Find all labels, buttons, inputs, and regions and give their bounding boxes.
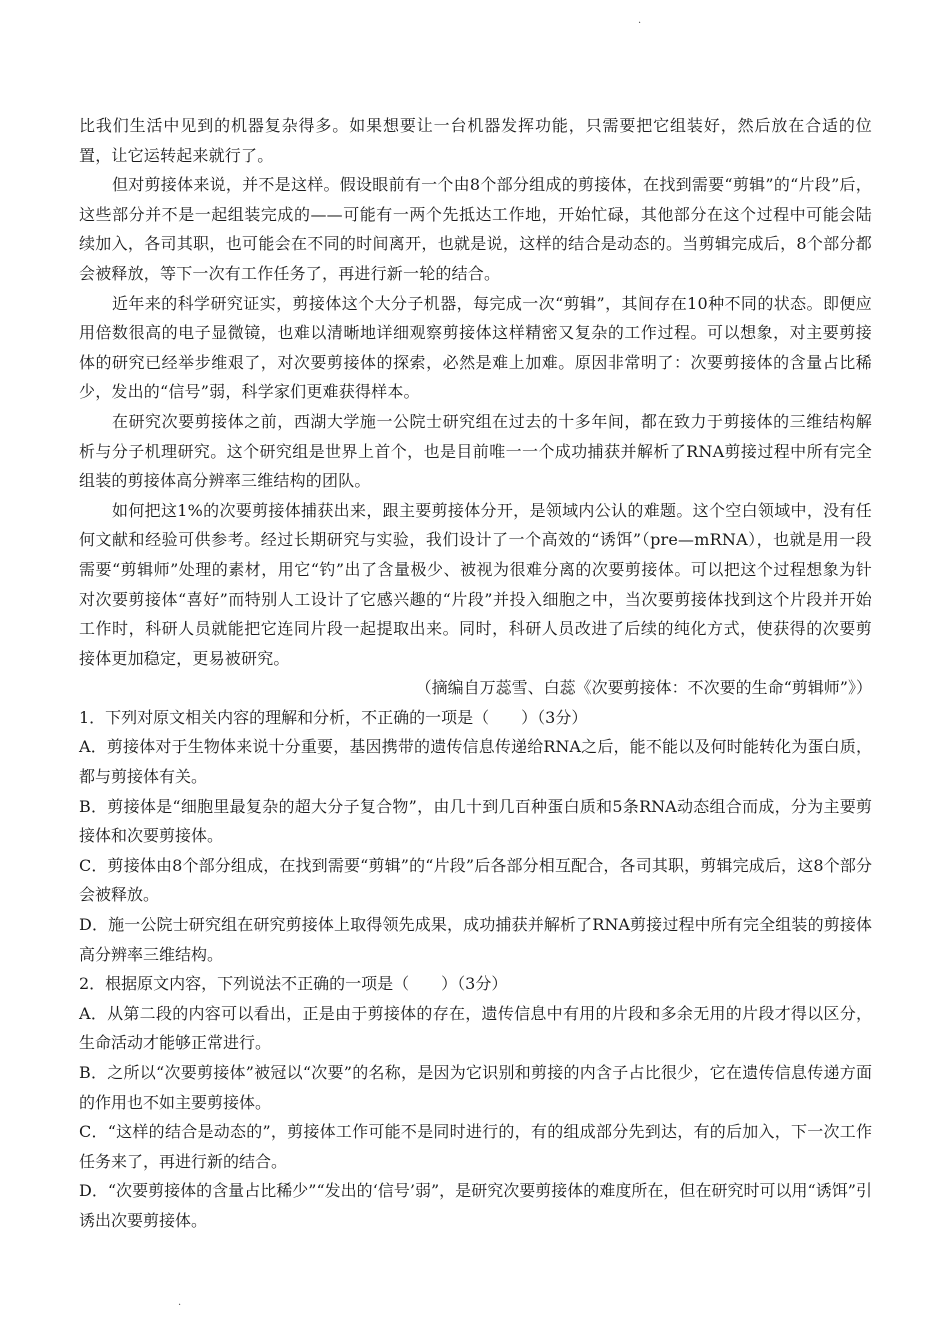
paragraph-2: 但对剪接体来说，并不是这样。假设眼前有一个由8个部分组成的剪接体，在找到需要“剪辑”的“片段”后，这些部分并不是一起组装完成的——可能有一两个先抵达工作地，开始忙碌，其他部分在这个过程中可能会陆续加入，各司其职，也可能会在不同的时间离开，也就是说，这样的结合是动态的。当剪辑完成后，8个部分都会被释放，等下一次有工作任务了，再进行新一轮的结合。 bbox=[79, 175, 872, 283]
question-1-option-b: B．剪接体是“细胞里最复杂的超大分子复合物”，由几十到几百种蛋白质和5条RNA动态组合而成，分为主要剪接体和次要剪接体。 bbox=[79, 796, 872, 846]
question-2 bbox=[79, 969, 872, 1235]
question-2-option-d: D．“次要剪接体的含量占比稀少”“发出的‘信号’弱”，是研究次要剪接体的难度所在，但在研究时可以用“诱饵”引诱出次要剪接体。 bbox=[79, 1181, 872, 1230]
question-2-option-c: C．“这样的结合是动态的”，剪接体工作可能不是同时进行的，有的组成部分先到达，有的后加入，下一次工作任务来了，再进行新的结合。 bbox=[79, 1122, 872, 1171]
question-2-stem: 2．根据原文内容，下列说法不正确的一项是（ ）（3分） bbox=[79, 974, 508, 994]
question-1-option-d: D．施一公院士研究组在研究剪接体上取得领先成果，成功捕获并解析了RNA剪接过程中所有完全组装的剪接体高分辨率三维结构。 bbox=[79, 915, 872, 964]
question-1-option-a: A．剪接体对于生物体来说十分重要，基因携带的遗传信息传递给RNA之后，能不能以及何时能转化为蛋白质，都与剪接体有关。 bbox=[79, 737, 872, 787]
document-page bbox=[79, 111, 872, 1236]
source-citation: （摘编自万蕊雪、白蕊《次要剪接体：不次要的生命“剪辑师”》） bbox=[415, 678, 872, 698]
question-1 bbox=[79, 703, 872, 969]
question-2-option-a: A．从第二段的内容可以看出，正是由于剪接体的存在，遗传信息中有用的片段和多余无用的片段才得以区分，生命活动才能够正常进行。 bbox=[79, 1003, 872, 1053]
question-1-stem: 1．下列对原文相关内容的理解和分析，不正确的一项是（ ）（3分） bbox=[79, 707, 588, 727]
paragraph-4: 在研究次要剪接体之前，西湖大学施一公院士研究组在过去的十多年间，都在致力于剪接体的三维结构解析与分子机理研究。这个研究组是世界上首个，也是目前唯一一个成功捕获并解析了RNA剪接过程中所有完全组装的剪接体高分辨率三维结构的团队。 bbox=[79, 411, 872, 491]
question-1-option-c: C．剪接体由8个部分组成，在找到需要“剪辑”的“片段”后各部分相互配合，各司其职，剪辑完成后，这8个部分会被释放。 bbox=[79, 855, 872, 905]
paragraph-1: 比我们生活中见到的机器复杂得多。如果想要让一台机器发挥功能，只需要把它组装好，然后放在合适的位置，让它运转起来就行了。 bbox=[79, 116, 872, 165]
paragraph-5: 如何把这1%的次要剪接体捕获出来，跟主要剪接体分开，是领域内公认的难题。这个空白领域中，没有任何文献和经验可供参考。经过长期研究与实验，我们设计了一个高效的“诱饵”（pre—mRNA），也就是用一段需要“剪辑师”处理的素材，用它“钓”出了含量极少、被视为很难分离的次要剪接体。可以把这个过程想象为针对次要剪接体“喜好”而特别人工设计了它感兴趣的“片段”并投入细胞之中，当次要剪接体找到这个片段并开始工作时，科研人员就能把它连同片段一起提取出来。同时，科研人员改进了后续的纯化方式，使获得的次要剪接体更加稳定，更易被研究。 bbox=[79, 500, 872, 668]
bottom-dot-mark: · bbox=[178, 1300, 182, 1311]
paragraph-3: 近年来的科学研究证实，剪接体这个大分子机器，每完成一次“剪辑”，其间存在10种不同的状态。即便应用倍数很高的电子显微镜，也难以清晰地详细观察剪接体这样精密又复杂的工作过程。可以想象，对主要剪接体的研究已经举步维艰了，对次要剪接体的探索，必然是难上加难。原因非常明了：次要剪接体的含量占比稀少，发出的“信号”弱，科学家们更难获得样本。 bbox=[79, 293, 872, 402]
passage bbox=[79, 111, 872, 703]
question-2-option-b: B．之所以“次要剪接体”被冠以“次要”的名称，是因为它识别和剪接的内含子占比很少，它在遗传信息传递方面的作用也不如主要剪接体。 bbox=[79, 1063, 872, 1112]
top-dot-mark: · bbox=[638, 18, 642, 29]
